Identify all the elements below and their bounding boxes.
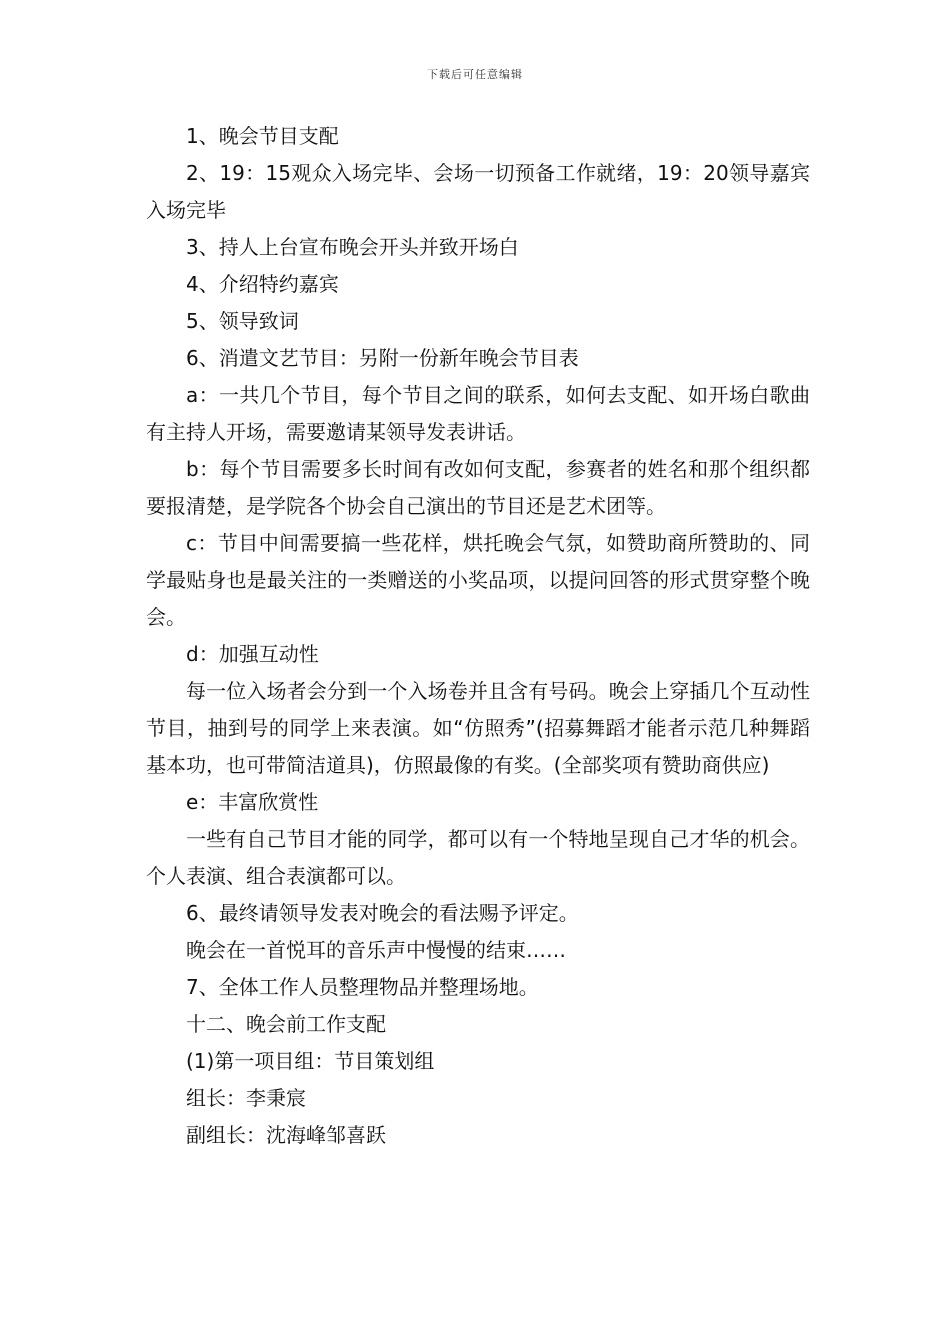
paragraph-talent-detail: 一些有自己节目才能的同学，都可以有一个特地呈现自己才华的机会。个人表演、组合表演都可以。 <box>146 827 810 888</box>
paragraph-closing-review: 6、最终请领导发表对晚会的看法赐予评定。 <box>186 901 579 925</box>
paragraph-item-6: 6、消遣文艺节目：另附一份新年晚会节目表 <box>186 346 579 370</box>
paragraph-item-5: 5、领导致词 <box>186 309 299 333</box>
document-body <box>146 118 810 1154</box>
paragraph-ending-music: 晚会在一首悦耳的音乐声中慢慢的结束…… <box>186 938 566 962</box>
paragraph-subitem-e: e：丰富欣赏性 <box>186 790 319 814</box>
paragraph-item-2: 2、19：15观众入场完毕、会场一切预备工作就绪，19：20领导嘉宾入场完毕 <box>146 161 810 222</box>
paragraph-item-4: 4、介绍特约嘉宾 <box>186 272 339 296</box>
paragraph-group-deputy: 副组长：沈海峰邹喜跃 <box>186 1123 386 1147</box>
paragraph-item-3: 3、持人上台宣布晚会开头并致开场白 <box>186 235 519 259</box>
section-heading-12: 十二、晚会前工作支配 <box>186 1012 386 1036</box>
paragraph-subitem-d: d：加强互动性 <box>186 642 319 666</box>
paragraph-group-1: (1)第一项目组：节目策划组 <box>186 1049 435 1073</box>
paragraph-subitem-c: c：节目中间需要搞一些花样，烘托晚会气氛，如赞助商所赞助的、同学最贴身也是最关注的一类赠送的小奖品项，以提问回答的形式贯穿整个晚会。 <box>146 531 810 629</box>
page-header: 下载后可任意编辑 <box>427 68 523 81</box>
paragraph-group-leader: 组长：李秉宸 <box>186 1086 306 1110</box>
paragraph-subitem-b: b：每个节目需要多长时间有改如何支配，参赛者的姓名和那个组织都要报清楚，是学院各个协会自己演出的节目还是艺术团等。 <box>146 457 810 518</box>
paragraph-interaction-detail: 每一位入场者会分到一个入场卷并且含有号码。晚会上穿插几个互动性节目，抽到号的同学上来表演。如“仿照秀”(招募舞蹈才能者示范几种舞蹈基本功，也可带简洁道具)，仿照最像的有奖。(全部奖项有赞助商供应) <box>146 679 810 777</box>
paragraph-item-1: 1、晚会节目支配 <box>186 124 339 148</box>
paragraph-item-7: 7、全体工作人员整理物品并整理场地。 <box>186 975 539 999</box>
paragraph-subitem-a: a：一共几个节目，每个节目之间的联系，如何去支配、如开场白歌曲有主持人开场，需要邀请某领导发表讲话。 <box>146 383 810 444</box>
